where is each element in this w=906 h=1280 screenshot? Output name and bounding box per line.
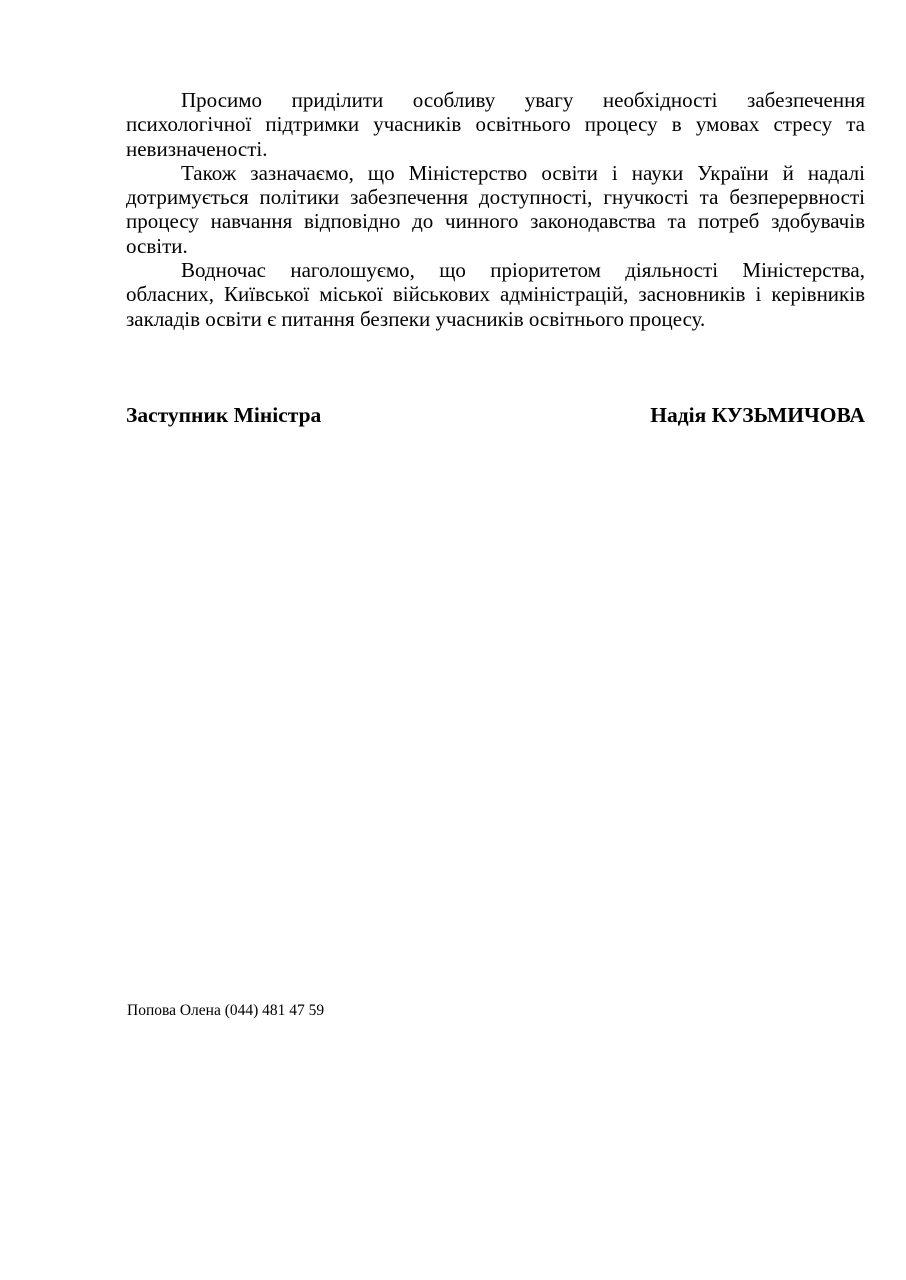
letter-body — [126, 88, 865, 331]
executor-contact: Попова Олена (044) 481 47 59 — [127, 1002, 325, 1019]
paragraph-line: обласних, Київської міської військових адміністрацій, засновників і керівників — [126, 282, 865, 307]
paragraph-line: закладів освіти є питання безпеки учасників освітнього процесу. — [126, 306, 706, 331]
paragraph-line: психологічної підтримки учасників освітнього процесу в умовах стресу та — [126, 112, 865, 137]
paragraph — [126, 258, 865, 331]
paragraph-line: дотримується політики забезпечення доступності, гнучкості та безперервності — [126, 185, 865, 210]
paragraph — [126, 88, 865, 161]
signature-block — [126, 402, 865, 428]
paragraph-line: невизначеності. — [126, 136, 268, 161]
paragraph-line: Водночас наголошуємо, що пріоритетом діяльності Міністерства, — [181, 258, 865, 283]
signature-title: Заступник Міністра — [126, 403, 322, 427]
paragraph — [126, 161, 865, 258]
paragraph-line: Також зазначаємо, що Міністерство освіти і науки України й надалі — [181, 160, 865, 185]
paragraph-line: Просимо приділити особливу увагу необхідності забезпечення — [181, 88, 865, 112]
paragraph-line: освіти. — [126, 233, 188, 258]
paragraph-line: процесу навчання відповідно до чинного законодавства та потреб здобувачів — [126, 209, 865, 234]
signature-name: Надія КУЗЬМИЧОВА — [650, 403, 865, 427]
